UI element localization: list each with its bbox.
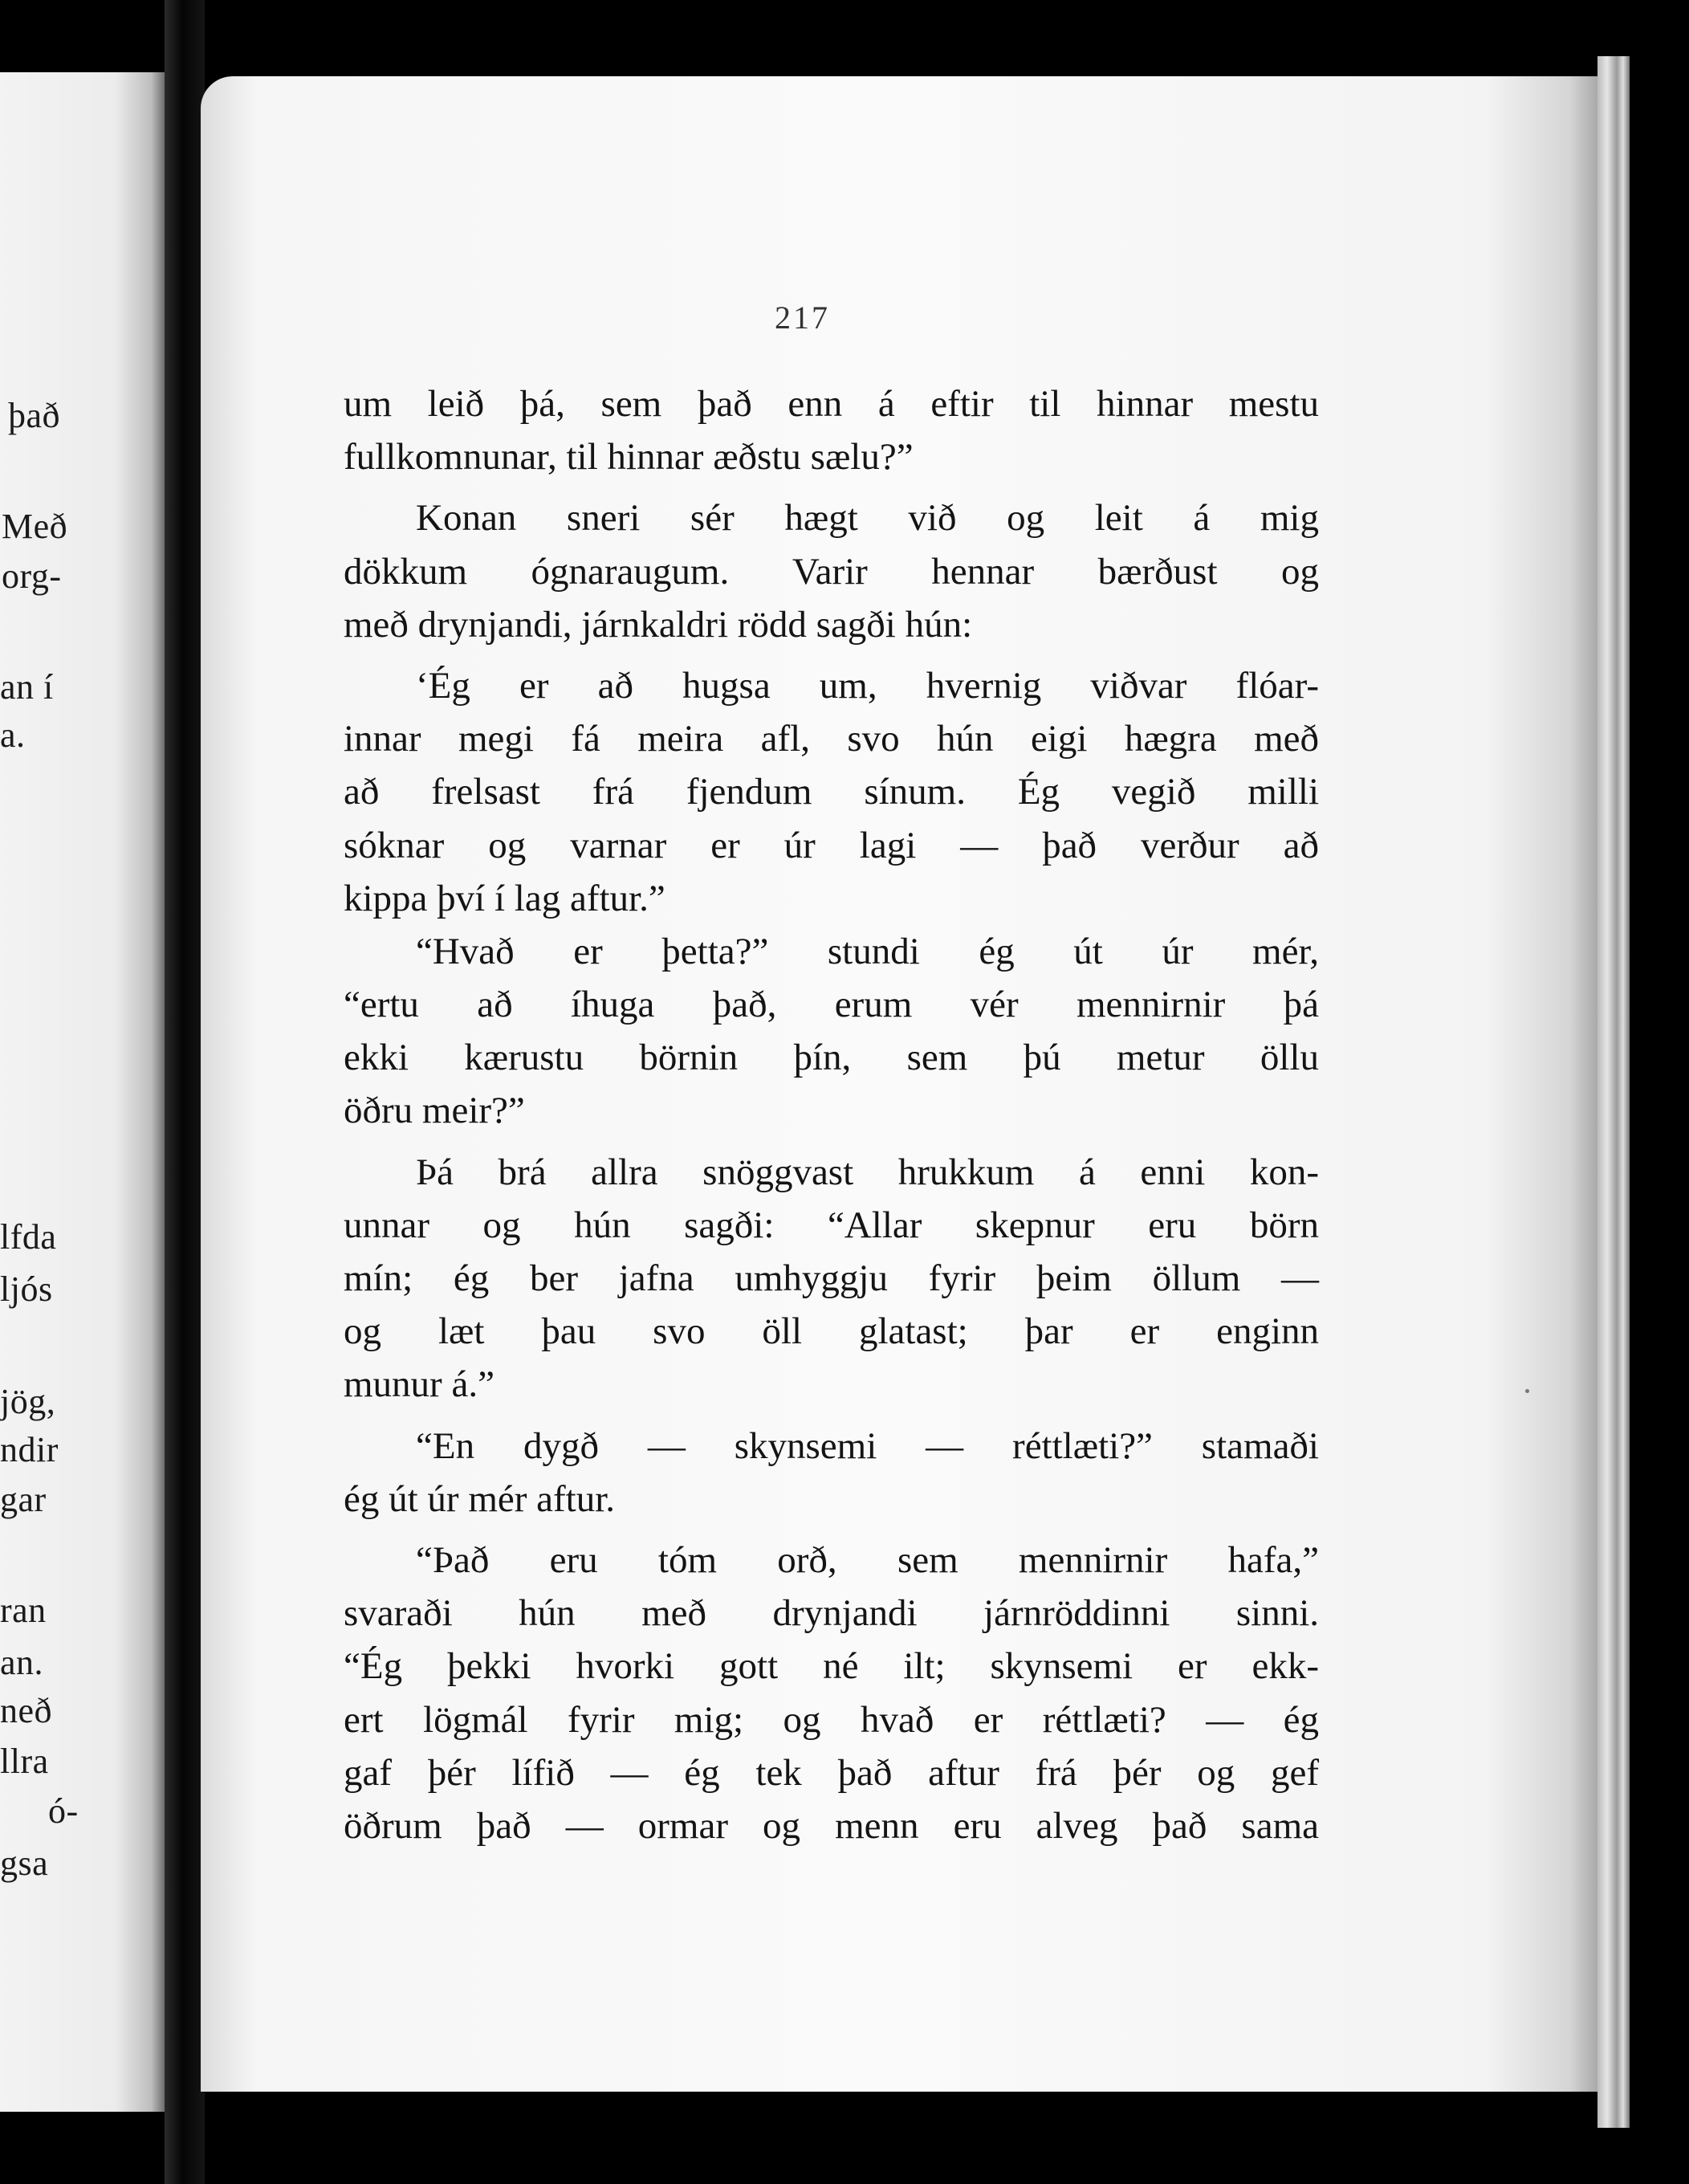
text-line: Konan sneri sér hægt við og leit á mig xyxy=(416,497,1319,540)
text-line: ‘Ég er að hugsa um, hvernig viðvar flóar- xyxy=(416,664,1319,707)
left-fragment: ó- xyxy=(48,1791,79,1831)
text-line: svaraði hún með drynjandi járnröddinni sinni. xyxy=(344,1592,1319,1635)
text-line: innar megi fá meira afl, svo hún eigi hægra með xyxy=(344,718,1319,760)
text-line: munur á.” xyxy=(344,1363,494,1406)
text-line: um leið þá, sem það enn á eftir til hinnar mestu xyxy=(344,383,1319,425)
book-gutter xyxy=(165,0,205,2184)
left-fragment: neð xyxy=(0,1691,53,1730)
left-fragment: an. xyxy=(0,1643,44,1682)
text-line: ekki kærustu börnin þín, sem þú metur öllu xyxy=(344,1037,1319,1079)
left-fragment: lfda xyxy=(0,1217,57,1257)
text-line: ég út úr mér aftur. xyxy=(344,1477,616,1520)
text-line: með drynjandi, járnkaldri rödd sagði hún: xyxy=(344,603,973,646)
text-line: mín; ég ber jafna umhyggju fyrir þeim öllum — xyxy=(344,1257,1319,1299)
text-line: dökkum ógnaraugum. Varir hennar bærðust og xyxy=(344,550,1319,593)
text-line: að frelsast frá fjendum sínum. Ég vegið milli xyxy=(344,771,1319,813)
page-body xyxy=(344,377,1319,1852)
text-line: “En dygð — skynsemi — réttlæti?” stamaði xyxy=(416,1424,1319,1467)
left-fragment: jög, xyxy=(0,1382,56,1421)
left-fragment: ljós xyxy=(0,1269,53,1309)
page-edge xyxy=(1597,56,1630,2128)
text-line: “ertu að íhuga það, erum vér mennirnir þá xyxy=(344,984,1319,1026)
left-page xyxy=(0,72,165,2112)
text-line: ert lögmál fyrir mig; og hvað er réttlæti? — ég xyxy=(344,1698,1319,1741)
left-fragment: llra xyxy=(0,1742,49,1781)
paper-speck xyxy=(1525,1389,1529,1393)
text-line: “Ég þekki hvorki gott né ilt; skynsemi er ekk- xyxy=(344,1645,1319,1688)
text-line: Þá brá allra snöggvast hrukkum á enni kon- xyxy=(416,1151,1319,1193)
text-line: “Það eru tóm orð, sem mennirnir hafa,” xyxy=(416,1538,1319,1581)
text-line: öðrum það — ormar og menn eru alveg það sama xyxy=(344,1804,1319,1847)
page-number: 217 xyxy=(775,299,830,336)
left-fragment: ran xyxy=(0,1591,47,1630)
left-fragment: það xyxy=(8,396,61,435)
text-line: öðru meir?” xyxy=(344,1090,525,1132)
left-fragment: ndir xyxy=(0,1430,59,1469)
left-fragment: Með xyxy=(2,507,68,546)
text-line: sóknar og varnar er úr lagi — það verður að xyxy=(344,824,1319,866)
text-line: fullkomnunar, til hinnar æðstu sælu?” xyxy=(344,436,914,479)
left-fragment: org- xyxy=(2,556,62,596)
text-line: gaf þér lífið — ég tek það aftur frá þér og gef xyxy=(344,1751,1319,1794)
text-line: kippa því í lag aftur.” xyxy=(344,877,665,919)
text-line: unnar og hún sagði: “Allar skepnur eru börn xyxy=(344,1204,1319,1246)
text-line: “Hvað er þetta?” stundi ég út úr mér, xyxy=(416,930,1319,972)
left-fragment: an í xyxy=(0,667,54,707)
left-fragment: gsa xyxy=(0,1844,49,1883)
left-fragment: a. xyxy=(0,715,26,755)
text-line: og læt þau svo öll glatast; þar er enginn xyxy=(344,1310,1319,1353)
left-fragment: gar xyxy=(0,1480,47,1519)
